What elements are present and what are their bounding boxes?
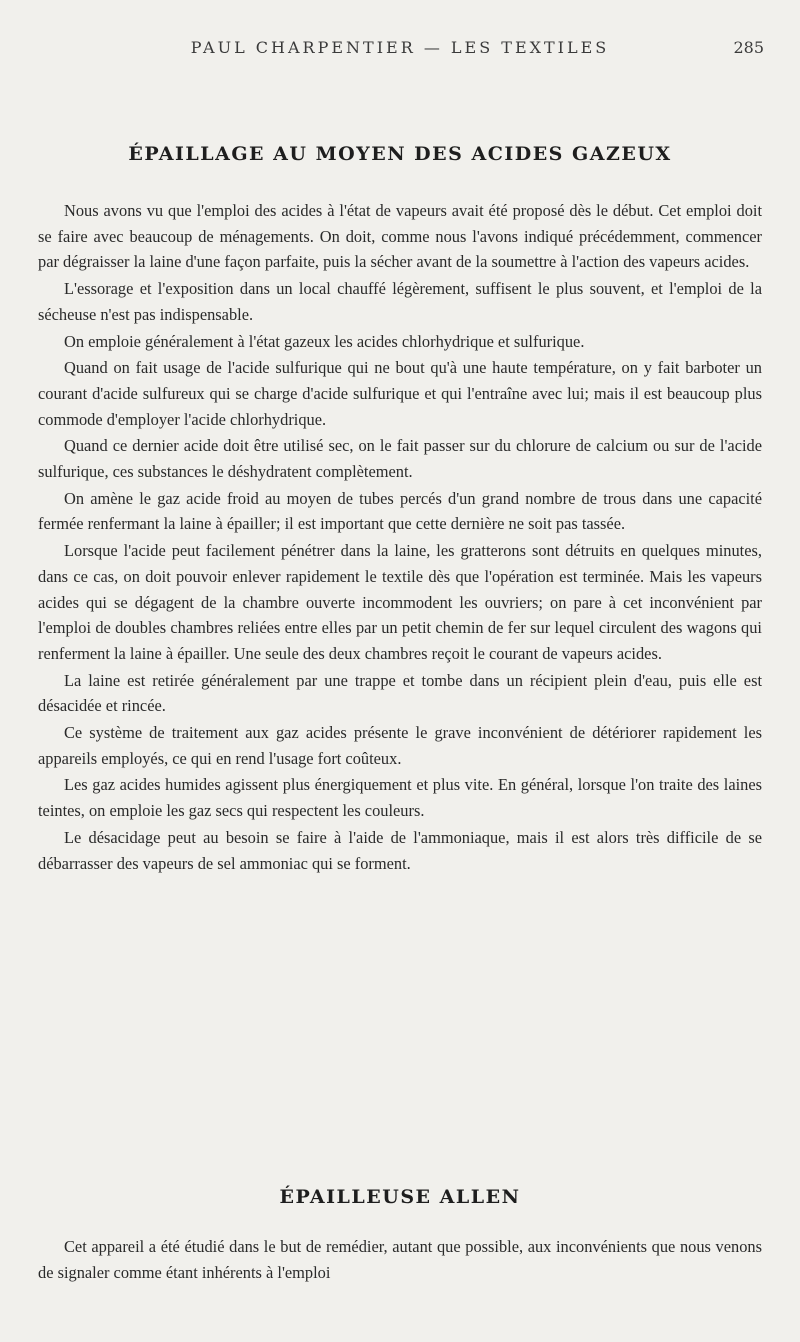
paragraph: Les gaz acides humides agissent plus énergiquement et plus vite. En général, lorsque l'on traite des laines teintes, on emploie les gaz secs qui respectent les couleurs.	[38, 775, 762, 821]
paragraph: La laine est retirée généralement par une trappe et tombe dans un récipient plein d'eau, puis elle est désacidée et rincée.	[38, 670, 762, 716]
running-head: PAUL CHARPENTIER — LES TEXTILES	[190, 38, 610, 57]
paragraph: Cet appareil a été étudié dans le but de remédier, autant que possible, aux inconvénients que nous venons de signaler comme étant inhérents à l'emploi	[38, 1237, 762, 1282]
paragraph: Quand on fait usage de l'acide sulfurique qui ne bout qu'à une haute température, on y fait barboter un courant d'acide sulfureux qui se charge d'acide sulfurique et qui l'entraîne avec lui; mais il est beaucoup plus commode d'employer l'acide chlorhydrique.	[38, 358, 762, 429]
paragraph: L'essorage et l'exposition dans un local chauffé légèrement, suffisent le plus souvent, et l'emploi de la sécheuse n'est pas indispensable.	[38, 279, 762, 324]
paragraph: Lorsque l'acide peut facilement pénétrer dans la laine, les gratterons sont détruits en quelques minutes, dans ce cas, on doit pouvoir enlever rapidement le textile dès que l'opération est terminée. Mais les vapeurs acides qui se dégagent de la chambre ouverte incommodent les ouvriers; on pare à cet inconvénient par l'emploi de doubles chambres reliées entre elles par un petit chemin de fer sur lequel circulent des wagons qui renferment la laine à épailler. Une seule des deux chambres reçoit le courant de vapeurs acides.	[38, 541, 762, 663]
page-number: 285	[733, 38, 764, 57]
paragraph: Quand ce dernier acide doit être utilisé sec, on le fait passer sur du chlorure de calcium ou sur de l'acide sulfurique, ces substances le déshydratent complètement.	[38, 436, 762, 482]
section-body-epaillage	[38, 198, 762, 877]
section-body-epailleuse-allen	[38, 1234, 762, 1286]
paragraph: On amène le gaz acide froid au moyen de tubes percés d'un grand nombre de trous dans une capacité fermée renfermant la laine à épailler; il est important que cette dernière ne soit pas tassée.	[38, 488, 762, 534]
paragraph: Nous avons vu que l'emploi des acides à l'état de vapeurs avait été proposé dès le début. Cet emploi doit se faire avec beaucoup de ménagements. On doit, comme nous l'avons indiqué précédemment, commencer par dégraisser la laine d'une façon parfaite, puis la sécher avant de la soumettre à l'action des vapeurs acides.	[38, 201, 762, 272]
section-title-epaillage: ÉPAILLAGE AU MOYEN DES ACIDES GAZEUX	[128, 143, 672, 165]
paragraph: On emploie généralement à l'état gazeux les acides chlorhydrique et sulfurique.	[64, 331, 585, 351]
section-title-epailleuse-allen: ÉPAILLEUSE ALLEN	[279, 1186, 521, 1208]
paragraph: Ce système de traitement aux gaz acides présente le grave inconvénient de détériorer rapidement les appareils employés, ce qui en rend l'usage fort coûteux.	[38, 723, 762, 768]
paragraph: Le désacidage peut au besoin se faire à l'aide de l'ammoniaque, mais il est alors très difficile de se débarrasser des vapeurs de sel ammoniac qui se forment.	[38, 827, 762, 873]
